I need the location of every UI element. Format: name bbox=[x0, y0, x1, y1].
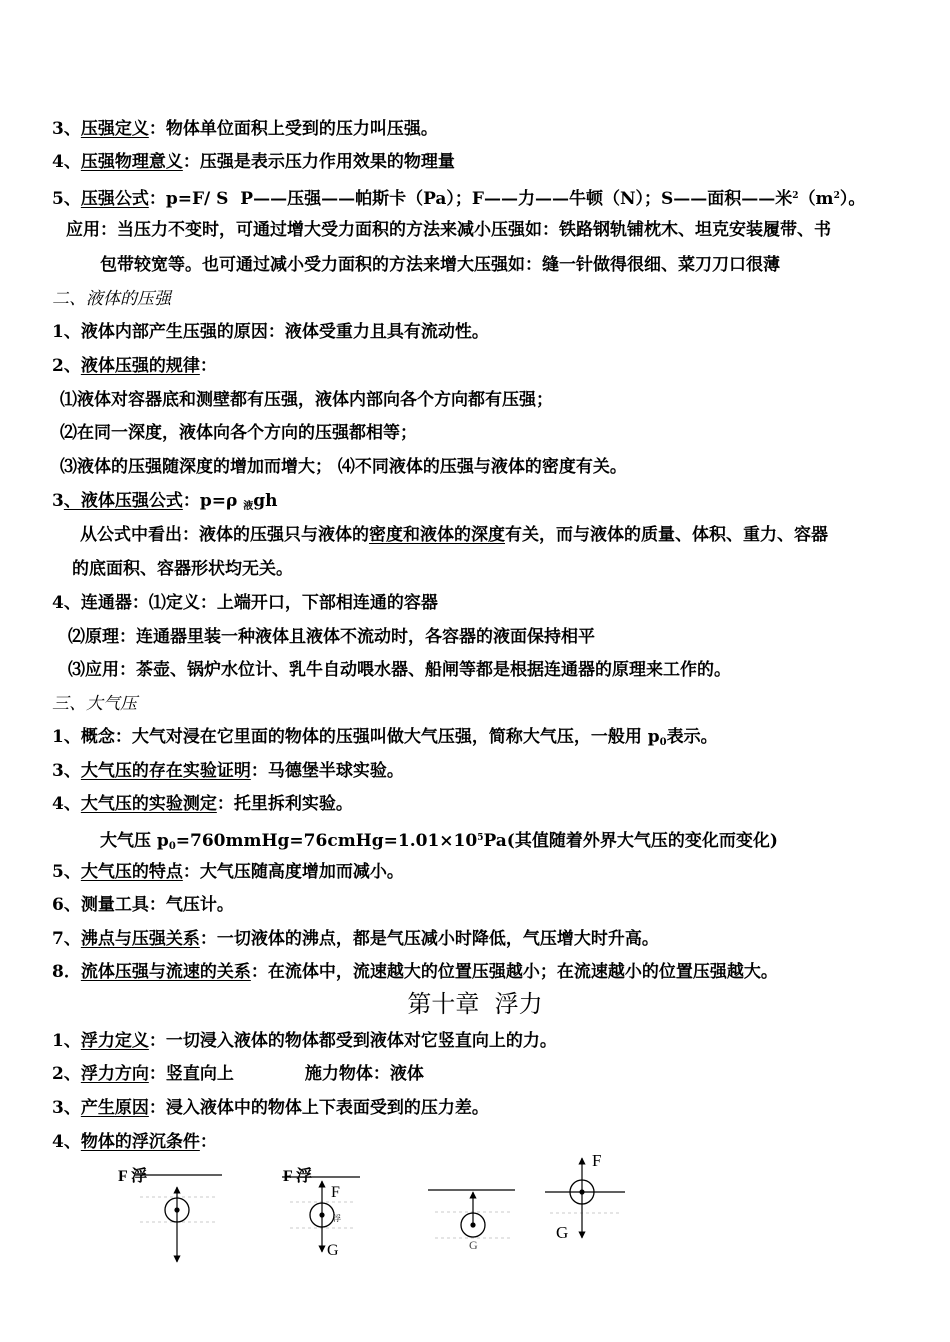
line-segment: 2 bbox=[792, 191, 799, 201]
line-segment: ：p=F/ S P——压强——帕斯卡（Pa）；F——力——牛顿（N）；S——面积——米 bbox=[148, 189, 793, 209]
line-segment: ：托里拆利实验。 bbox=[216, 794, 353, 814]
line-segment: ）。 bbox=[839, 189, 866, 209]
line-segment: 5、 bbox=[52, 862, 81, 882]
line-segment: 产生原因 bbox=[80, 1098, 149, 1118]
line-segment: 8． bbox=[52, 962, 81, 982]
line-segment: 三、 bbox=[52, 694, 86, 714]
line-segment: ：马德堡半球实验。 bbox=[250, 761, 404, 781]
line-segment: ：物体单位面积上受到的压力叫压强。 bbox=[148, 119, 438, 139]
text-line bbox=[100, 253, 780, 277]
text-line bbox=[52, 759, 404, 783]
line-segment: 大气压的特点 bbox=[80, 862, 183, 882]
text-line bbox=[52, 117, 438, 141]
line-segment: 液体压强的规律 bbox=[80, 356, 200, 376]
line-segment: 4、连通器：⑴定义：上端开口，下部相连通的容器 bbox=[52, 593, 438, 613]
text-line bbox=[72, 557, 293, 581]
line-segment: ⑴液体对容器底和测壁都有压强，液体内部向各个方向都有压强； bbox=[60, 390, 553, 410]
line-segment: 大气压 p bbox=[100, 831, 169, 851]
line-segment: 3、 bbox=[52, 1098, 81, 1118]
label-f2b: F bbox=[331, 1184, 340, 1201]
line-segment: 4、 bbox=[52, 152, 81, 172]
line-segment: 4、 bbox=[52, 1132, 81, 1152]
line-segment: ： bbox=[199, 1132, 217, 1152]
text-line bbox=[52, 1029, 557, 1053]
text-line bbox=[68, 658, 731, 682]
line-segment: 0 bbox=[168, 841, 176, 852]
line-segment: 6、测量工具：气压计。 bbox=[52, 895, 234, 915]
line-segment: 大气压的实验测定 bbox=[80, 794, 217, 814]
text-line bbox=[60, 388, 553, 412]
line-segment: 3、 bbox=[52, 119, 81, 139]
line-segment: ：在流体中，流速越大的位置压强越小；在流速越小的位置压强越大。 bbox=[250, 962, 778, 982]
text-line bbox=[52, 692, 137, 716]
label-f2c: 浮 bbox=[333, 1214, 341, 1223]
line-segment: 2、 bbox=[52, 356, 81, 376]
label-g3: G bbox=[469, 1238, 478, 1252]
text-line bbox=[52, 184, 865, 211]
line-segment: ⑵原理：连通器里装一种液体且液体不流动时，各容器的液面保持相平 bbox=[68, 627, 595, 647]
text-line bbox=[52, 354, 217, 378]
line-segment: 压强物理意义 bbox=[80, 152, 183, 172]
case-floating bbox=[545, 1151, 625, 1242]
text-line bbox=[52, 150, 455, 174]
line-segment: gh bbox=[253, 491, 278, 511]
line-segment: 5 bbox=[477, 833, 484, 843]
label-g4: G bbox=[556, 1223, 569, 1242]
line-segment: 2 bbox=[833, 191, 840, 201]
text-line bbox=[80, 523, 828, 547]
text-line bbox=[100, 826, 778, 859]
text-line bbox=[66, 218, 831, 242]
text-line bbox=[52, 489, 277, 519]
line-segment: 浮力定义 bbox=[80, 1031, 149, 1051]
line-segment: 3 bbox=[52, 491, 64, 511]
line-segment: 浮力方向 bbox=[80, 1064, 149, 1084]
line-segment: ：大气压随高度增加而减小。 bbox=[182, 862, 404, 882]
line-segment: 有关，而与液体的质量、体积、重力、容器 bbox=[505, 525, 828, 545]
line-segment: ⑶液体的压强随深度的增加而增大； ⑷不同液体的压强与液体的密度有关。 bbox=[60, 457, 627, 477]
line-segment: ：p=ρ bbox=[182, 491, 244, 511]
line-segment: 压强定义 bbox=[80, 119, 149, 139]
line-segment: 流体压强与流速的关系 bbox=[80, 962, 251, 982]
line-segment: 液体的压强 bbox=[86, 289, 171, 309]
text-line bbox=[52, 287, 171, 311]
line-segment: 1、液体内部产生压强的原因：液体受重力且具有流动性。 bbox=[52, 322, 489, 342]
text-line bbox=[52, 860, 404, 884]
text-line bbox=[52, 893, 234, 917]
case-suspended bbox=[282, 1166, 360, 1259]
line-segment: 密度和液体的深度 bbox=[369, 525, 505, 545]
text-line bbox=[52, 320, 489, 344]
text-line bbox=[52, 1096, 489, 1120]
line-segment: 5、 bbox=[52, 189, 81, 209]
line-segment: 4、 bbox=[52, 794, 81, 814]
line-segment: 物体的浮沉条件 bbox=[80, 1132, 200, 1152]
text-line bbox=[52, 725, 718, 755]
line-segment: 大气压 bbox=[86, 694, 137, 714]
line-segment: 应用：当压力不变时，可通过增大受力面积的方法来减小压强如：铁路钢轨铺枕木、坦克安装履带、书 bbox=[66, 220, 831, 240]
line-segment: ：一切浸入液体的物体都受到液体对它竖直向上的力。 bbox=[148, 1031, 557, 1051]
line-segment: 的底面积、容器形状均无关。 bbox=[72, 559, 293, 579]
line-segment: ：压强是表示压力作用效果的物理量 bbox=[182, 152, 455, 172]
text-line bbox=[52, 591, 438, 615]
line-segment: 二、 bbox=[52, 289, 86, 309]
line-segment: ：竖直向上 施力物体：液体 bbox=[148, 1064, 424, 1084]
line-segment: ：浸入液体中的物体上下表面受到的压力差。 bbox=[148, 1098, 489, 1118]
text-line bbox=[52, 792, 353, 816]
text-line bbox=[52, 927, 659, 951]
line-segment: ： bbox=[199, 356, 217, 376]
text-line bbox=[60, 421, 417, 445]
line-segment: 表示。 bbox=[666, 727, 718, 747]
text-line bbox=[68, 625, 595, 649]
line-segment: ⑶应用：茶壶、锅炉水位计、乳牛自动喂水器、船闸等都是根据连通器的原理来工作的。 bbox=[68, 660, 731, 680]
line-segment: 压强公式 bbox=[80, 189, 149, 209]
text-line bbox=[52, 960, 778, 984]
line-segment: 液 bbox=[243, 501, 254, 512]
label-g2: G bbox=[327, 1242, 339, 1259]
line-segment: 2、 bbox=[52, 1064, 81, 1084]
text-line bbox=[60, 455, 627, 479]
line-segment: 7、 bbox=[52, 929, 81, 949]
case-sinking bbox=[118, 1166, 222, 1262]
chapter-title: 第十章 浮力 bbox=[407, 990, 543, 1018]
line-segment: 1、概念：大气对浸在它里面的物体的压强叫做大气压强，简称大气压，一般用 p bbox=[52, 727, 660, 747]
line-segment: （m bbox=[798, 189, 834, 209]
line-segment: 3、 bbox=[52, 761, 81, 781]
line-segment: 包带较宽等。也可通过减小受力面积的方法来增大压强如：缝一针做得很细、菜刀刀口很薄 bbox=[100, 255, 780, 275]
label-f1: F 浮 bbox=[118, 1168, 148, 1185]
line-segment: 沸点与压强关系 bbox=[80, 929, 200, 949]
label-f4: F bbox=[592, 1151, 602, 1170]
case-balanced bbox=[428, 1190, 515, 1252]
line-segment: 、液体压强公式 bbox=[63, 491, 183, 511]
line-segment: 0 bbox=[659, 737, 667, 748]
line-segment: ⑵在同一深度，液体向各个方向的压强都相等； bbox=[60, 423, 417, 443]
label-f2: F 浮 bbox=[283, 1168, 313, 1185]
line-segment: 大气压的存在实验证明 bbox=[80, 761, 251, 781]
line-segment: =760mmHg=76cmHg=1.01×10 bbox=[175, 831, 478, 851]
line-segment: Pa(其值随着外界大气压的变化而变化) bbox=[483, 831, 778, 851]
text-line bbox=[52, 1062, 424, 1086]
line-segment: 1、 bbox=[52, 1031, 81, 1051]
line-segment: ：一切液体的沸点，都是气压减小时降低，气压增大时升高。 bbox=[199, 929, 659, 949]
buoyancy-diagram bbox=[100, 1148, 640, 1278]
line-segment: 从公式中看出：液体的压强只与液体的 bbox=[80, 525, 369, 545]
